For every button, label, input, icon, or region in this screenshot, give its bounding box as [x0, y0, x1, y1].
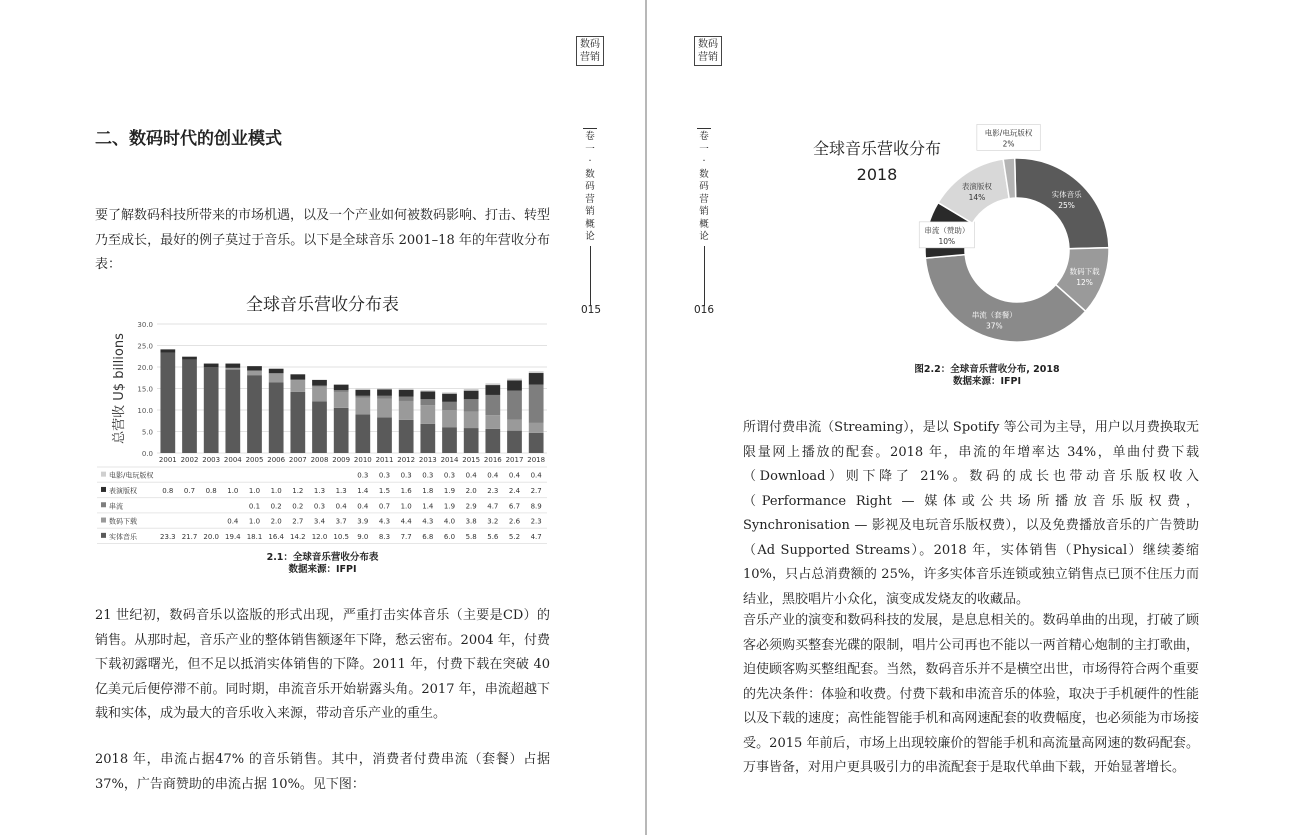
bar-segment — [269, 369, 284, 373]
slice-category-label: 实体音乐 — [1051, 189, 1082, 199]
x-tick-label: 2001 — [158, 456, 177, 464]
data-label: 0.4 — [530, 471, 542, 480]
bar-segment — [529, 371, 544, 373]
bar-segment — [377, 389, 392, 395]
data-label: 0.4 — [508, 471, 521, 480]
bar-segment — [290, 380, 305, 392]
data-label: 1.5 — [378, 486, 391, 495]
y-tick-label: 30.0 — [137, 321, 153, 329]
data-label: 18.1 — [246, 532, 263, 541]
data-label: 1.0 — [270, 486, 282, 495]
data-label: 4.7 — [487, 502, 499, 511]
bar-segment — [247, 366, 262, 370]
bar-segment — [290, 379, 305, 380]
data-label: 0.4 — [357, 502, 369, 511]
x-tick-label: 2011 — [375, 456, 394, 464]
left-page — [0, 0, 645, 835]
data-label: 8.3 — [378, 532, 391, 541]
bar-segment — [442, 392, 457, 393]
data-label: 3.2 — [487, 517, 499, 526]
data-label: 1.8 — [422, 486, 434, 495]
bar-segment — [442, 402, 457, 410]
bar-segment — [355, 390, 370, 396]
bar-segment — [334, 392, 349, 408]
data-label: 16.4 — [268, 532, 284, 541]
bar-segment — [420, 399, 435, 405]
figure-source: 数据来源：IFPI — [288, 564, 357, 575]
slice-label — [977, 124, 1040, 150]
x-tick-label: 2003 — [202, 456, 221, 464]
legend-swatch — [101, 533, 106, 538]
bar-segment — [399, 389, 414, 390]
slice-percent-label: 25% — [1058, 200, 1075, 210]
data-label: 23.3 — [160, 532, 176, 541]
data-label: 0.4 — [335, 502, 347, 511]
x-tick-label: 2005 — [245, 456, 264, 464]
bar-segment — [464, 391, 479, 400]
data-label: 0.3 — [313, 502, 326, 511]
y-tick-label: 20.0 — [137, 364, 153, 372]
legend-label: 表演版权 — [109, 486, 137, 495]
legend-swatch — [101, 518, 106, 523]
slice-percent-label: 14% — [968, 193, 986, 203]
data-label: 0.3 — [378, 471, 391, 480]
bar-segment — [442, 427, 457, 453]
data-label: 0.7 — [183, 486, 196, 495]
slice-category-label: 串流（赞助） — [924, 225, 970, 235]
legend-label: 串流 — [109, 502, 123, 511]
bar-segment — [507, 391, 522, 420]
bar-segment — [399, 390, 414, 397]
bar-segment — [355, 414, 370, 453]
bar-segment — [507, 431, 522, 453]
bar-segment — [420, 392, 435, 400]
y-tick-label: 25.0 — [137, 342, 153, 351]
y-tick-label: 0.0 — [141, 450, 153, 458]
data-label: 1.9 — [443, 502, 456, 511]
data-label: 0.1 — [248, 502, 261, 511]
page-tag: 数码营销 — [694, 36, 722, 66]
slice-percent-label: 37% — [985, 321, 1003, 331]
data-label: 1.9 — [443, 486, 456, 495]
slice-percent-label: 12% — [1076, 277, 1093, 287]
slice-category-label: 串流（套餐） — [971, 310, 1017, 320]
data-label: 6.8 — [422, 532, 434, 541]
data-label: 1.4 — [422, 502, 434, 511]
data-label: 0.4 — [487, 471, 499, 480]
data-label: 19.4 — [225, 532, 241, 541]
slice-category-label: 数码下载 — [1069, 266, 1100, 276]
data-label: 2.7 — [530, 486, 542, 495]
data-label: 1.4 — [357, 486, 369, 495]
x-tick-label: 2010 — [353, 456, 372, 464]
x-tick-label: 2014 — [440, 456, 459, 464]
data-label: 0.2 — [292, 502, 304, 511]
data-label: 5.2 — [508, 532, 521, 541]
data-label: 8.9 — [530, 502, 542, 511]
bar-segment — [269, 382, 284, 453]
data-label: 1.2 — [292, 486, 304, 495]
figure-caption — [95, 552, 550, 576]
data-label: 1.3 — [335, 486, 347, 495]
data-label: 0.3 — [443, 471, 456, 480]
data-label: 9.0 — [357, 532, 369, 541]
x-tick-label: 2006 — [267, 456, 286, 464]
bar-segment — [442, 410, 457, 427]
bar-segment — [290, 392, 305, 453]
x-tick-label: 2013 — [418, 456, 437, 464]
donut-slice — [925, 255, 1085, 342]
bar-segment — [247, 375, 262, 453]
bar-segment — [464, 399, 479, 411]
data-label: 2.0 — [465, 486, 477, 495]
paragraph-1: 所谓付费串流（Streaming），是以 Spotify 等公司为主导，用户以月费换取无限量网上播放的配套。2018 年，串流的年增率达 34%，单曲付费下载（Download）则下降了 21%。数码的成长也带动音乐版权收入（Performance Right — 媒体或公共场所播放音乐版权费，Synchronisation — 影视及电玩音乐版权费），以及免费播放音乐的广告赞助（Ad Supported Streams）。2018 年，实体销售（Physical）继续萎缩10%，只占总消费额的 25%，许多实体音乐连锁或独立销售点已顶不住压力而结业，黑胶唱片小众化，演变成发烧友的收藏品。 — [743, 420, 1199, 607]
figure-caption-text: 2.1：全球音乐营收分布表 — [266, 552, 379, 563]
data-label: 4.3 — [422, 517, 434, 526]
x-tick-label: 2008 — [310, 456, 329, 464]
x-tick-label: 2015 — [462, 456, 481, 464]
bar-segment — [377, 417, 392, 453]
bar-segment — [334, 390, 349, 392]
bar-segment — [420, 405, 435, 423]
bar-segment — [464, 412, 479, 428]
bar-segment — [182, 360, 197, 453]
bar-segment — [507, 419, 522, 430]
data-label: 4.4 — [400, 517, 412, 526]
x-tick-label: 2016 — [483, 456, 502, 464]
data-label: 0.2 — [270, 502, 282, 511]
x-tick-label: 2018 — [527, 456, 546, 464]
bar-segment — [247, 370, 262, 371]
data-label: 6.0 — [443, 532, 456, 541]
bar-segment — [420, 424, 435, 453]
bar-segment — [420, 390, 435, 391]
bar-segment — [160, 349, 175, 352]
data-label: 0.3 — [422, 471, 434, 480]
slice-category-label: 电影/电玩版权 — [984, 128, 1033, 138]
slice-percent-label: 10% — [938, 236, 956, 246]
data-label: 3.9 — [357, 517, 369, 526]
bar-segment — [225, 368, 240, 370]
bar-segment — [312, 387, 327, 402]
data-label: 7.7 — [400, 532, 412, 541]
data-label: 1.3 — [313, 486, 326, 495]
paragraph-2: 音乐产业的演变和数码科技的发展，是息息相关的。数码单曲的出现，打破了顾客必须购买整套光碟的限制，唱片公司再也不能以一两首精心炮制的主打歌曲，迫使顾客购买整组配套。当然，数码音乐并不是横空出世，市场得符合两个重要的先决条件：体验和收费。付费下载和串流音乐的体验，取决于手机硬件的性能以及下载的速度；高性能智能手机和高网速配套的收费幅度，也必须能为市场接受。2015 年前后，市场上出现较廉价的智能手机和高流量高网速的数码配套。万事皆备，对用户更具吸引力的串流配套于是取代单曲下载，开始显著增长。 — [743, 613, 1199, 775]
bar-segment — [377, 388, 392, 389]
bar-segment — [399, 420, 414, 453]
bar-segment — [529, 385, 544, 423]
figure-caption — [827, 364, 1147, 388]
bar-segment — [399, 397, 414, 401]
bar-segment — [355, 396, 370, 398]
legend-swatch — [101, 502, 106, 507]
bar-segment — [225, 370, 240, 453]
page-number: 016 — [694, 304, 715, 316]
bar-segment — [377, 399, 392, 417]
data-label: 5.8 — [465, 532, 477, 541]
pie-chart-title: 全球音乐营收分布 — [812, 139, 941, 158]
bar-segment — [269, 374, 284, 383]
bar-segment — [507, 379, 522, 381]
donut-chart — [917, 128, 1137, 355]
figure-source: 数据来源：IFPI — [952, 376, 1022, 387]
data-label: 5.6 — [487, 532, 499, 541]
bar-segment — [247, 371, 262, 375]
bar-segment — [485, 383, 500, 385]
bar-segment — [485, 385, 500, 395]
section-title: 二、数码时代的创业模式 — [95, 129, 282, 149]
legend-label: 数码下载 — [109, 517, 137, 526]
bar-chart — [95, 315, 555, 545]
data-label: 0.3 — [400, 471, 412, 480]
page-number: 015 — [581, 304, 602, 316]
bar-segment — [355, 398, 370, 415]
bar-segment — [269, 373, 284, 374]
data-label: 2.0 — [270, 517, 282, 526]
bar-segment — [312, 401, 327, 453]
data-label: 0.3 — [357, 471, 369, 480]
pie-chart-subtitle: 2018 — [856, 165, 898, 184]
data-label: 4.3 — [378, 517, 391, 526]
side-label-text: 卷一·数码营销概论 — [585, 131, 595, 242]
data-label: 4.0 — [443, 517, 456, 526]
bar-segment — [485, 415, 500, 429]
data-label: 1.0 — [227, 486, 239, 495]
data-label: 1.6 — [400, 486, 412, 495]
bar-segment — [225, 364, 240, 368]
data-label: 2.4 — [508, 486, 521, 495]
data-label: 12.0 — [311, 532, 328, 541]
bar-segment — [334, 408, 349, 453]
bar-segment — [529, 433, 544, 453]
side-label-text: 卷一·数码营销概论 — [699, 131, 709, 242]
right-page — [647, 0, 1291, 835]
data-label: 3.4 — [313, 517, 326, 526]
page-tag: 数码营销 — [576, 36, 604, 66]
y-tick-label: 5.0 — [141, 428, 153, 437]
bar-segment — [312, 380, 327, 386]
bar-segment — [464, 428, 479, 453]
data-label: 0.4 — [465, 471, 477, 480]
bar-segment — [355, 389, 370, 390]
data-label: 0.4 — [227, 517, 239, 526]
data-label: 14.2 — [290, 532, 306, 541]
intro-paragraph: 要了解数码科技所带来的市场机遇，以及一个产业如何被数码影响、打击、转型乃至成长，最好的例子莫过于音乐。以下是全球音乐 2001–18 年的年营收分布表： — [95, 208, 551, 272]
bar-segment — [312, 385, 327, 386]
data-label: 2.3 — [487, 486, 499, 495]
data-label: 2.3 — [530, 517, 542, 526]
bar-segment — [485, 395, 500, 415]
legend-label: 电影/电玩版权 — [109, 471, 154, 480]
slice-category-label: 表演版权 — [961, 182, 992, 192]
bar-segment — [182, 357, 197, 360]
legend-swatch — [101, 472, 106, 477]
data-label: 2.7 — [292, 517, 304, 526]
bar-segment — [204, 364, 219, 367]
data-label: 3.7 — [335, 517, 347, 526]
data-label: 4.7 — [530, 532, 542, 541]
bar-segment — [464, 389, 479, 391]
data-label: 1.0 — [248, 486, 261, 495]
x-tick-label: 2002 — [180, 456, 199, 464]
paragraph-2: 21 世纪初，数码音乐以盗版的形式出现，严重打击实体音乐（主要是CD）的销售。从那时起，音乐产业的整体销售额逐年下降，愁云密布。2004 年，付费下载初露曙光，但不足以抵消实体销售的下降。2011 年，付费下载在突破 40 亿美元后便停滞不前。同时期，串流音乐开始崭露头角。2017 年，串流超越下载和实体，成为最大的音乐收入来源，带动音乐产业的重生。 — [95, 608, 550, 721]
side-label — [697, 128, 711, 306]
data-label: 0.7 — [378, 502, 391, 511]
slice-label — [919, 222, 974, 248]
x-tick-label: 2009 — [332, 456, 351, 464]
x-tick-label: 2004 — [223, 456, 242, 464]
bar-segment — [334, 385, 349, 391]
x-tick-label: 2007 — [288, 456, 307, 464]
x-tick-label: 2017 — [505, 456, 524, 464]
data-label: 2.9 — [465, 502, 477, 511]
data-label: 6.7 — [508, 502, 521, 511]
y-axis-label: 总营收 U$ billions — [112, 333, 127, 444]
bar-segment — [290, 374, 305, 379]
legend-swatch — [101, 487, 106, 492]
bar-chart-title: 全球音乐营收分布表 — [246, 295, 399, 315]
bar-segment — [204, 367, 219, 453]
y-tick-label: 15.0 — [137, 385, 153, 394]
data-label: 1.0 — [400, 502, 412, 511]
y-tick-label: 10.0 — [137, 407, 153, 415]
data-label: 20.0 — [203, 532, 219, 541]
bar-segment — [529, 423, 544, 433]
figure-caption-text: 图2.2：全球音乐营收分布, 2018 — [914, 364, 1060, 375]
bar-segment — [377, 396, 392, 399]
bar-segment — [442, 394, 457, 402]
data-label: 0.8 — [205, 486, 217, 495]
side-label — [583, 128, 597, 306]
paragraph-3: 2018 年，串流占据47% 的音乐销售。其中，消费者付费串流（套餐）占据37%，广告商赞助的串流占据 10%。见下图： — [95, 752, 550, 792]
data-label: 10.5 — [333, 532, 349, 541]
bar-segment — [507, 380, 522, 390]
data-label: 21.7 — [181, 532, 198, 541]
bar-segment — [160, 353, 175, 453]
bar-segment — [485, 429, 500, 453]
data-label: 2.6 — [508, 517, 521, 526]
bar-segment — [529, 373, 544, 385]
data-label: 3.8 — [465, 517, 477, 526]
legend-label: 实体音乐 — [109, 532, 137, 541]
data-label: 0.8 — [162, 486, 174, 495]
slice-percent-label: 2% — [1002, 139, 1015, 149]
bar-segment — [399, 401, 414, 420]
x-tick-label: 2012 — [397, 456, 416, 464]
data-label: 1.0 — [248, 517, 261, 526]
